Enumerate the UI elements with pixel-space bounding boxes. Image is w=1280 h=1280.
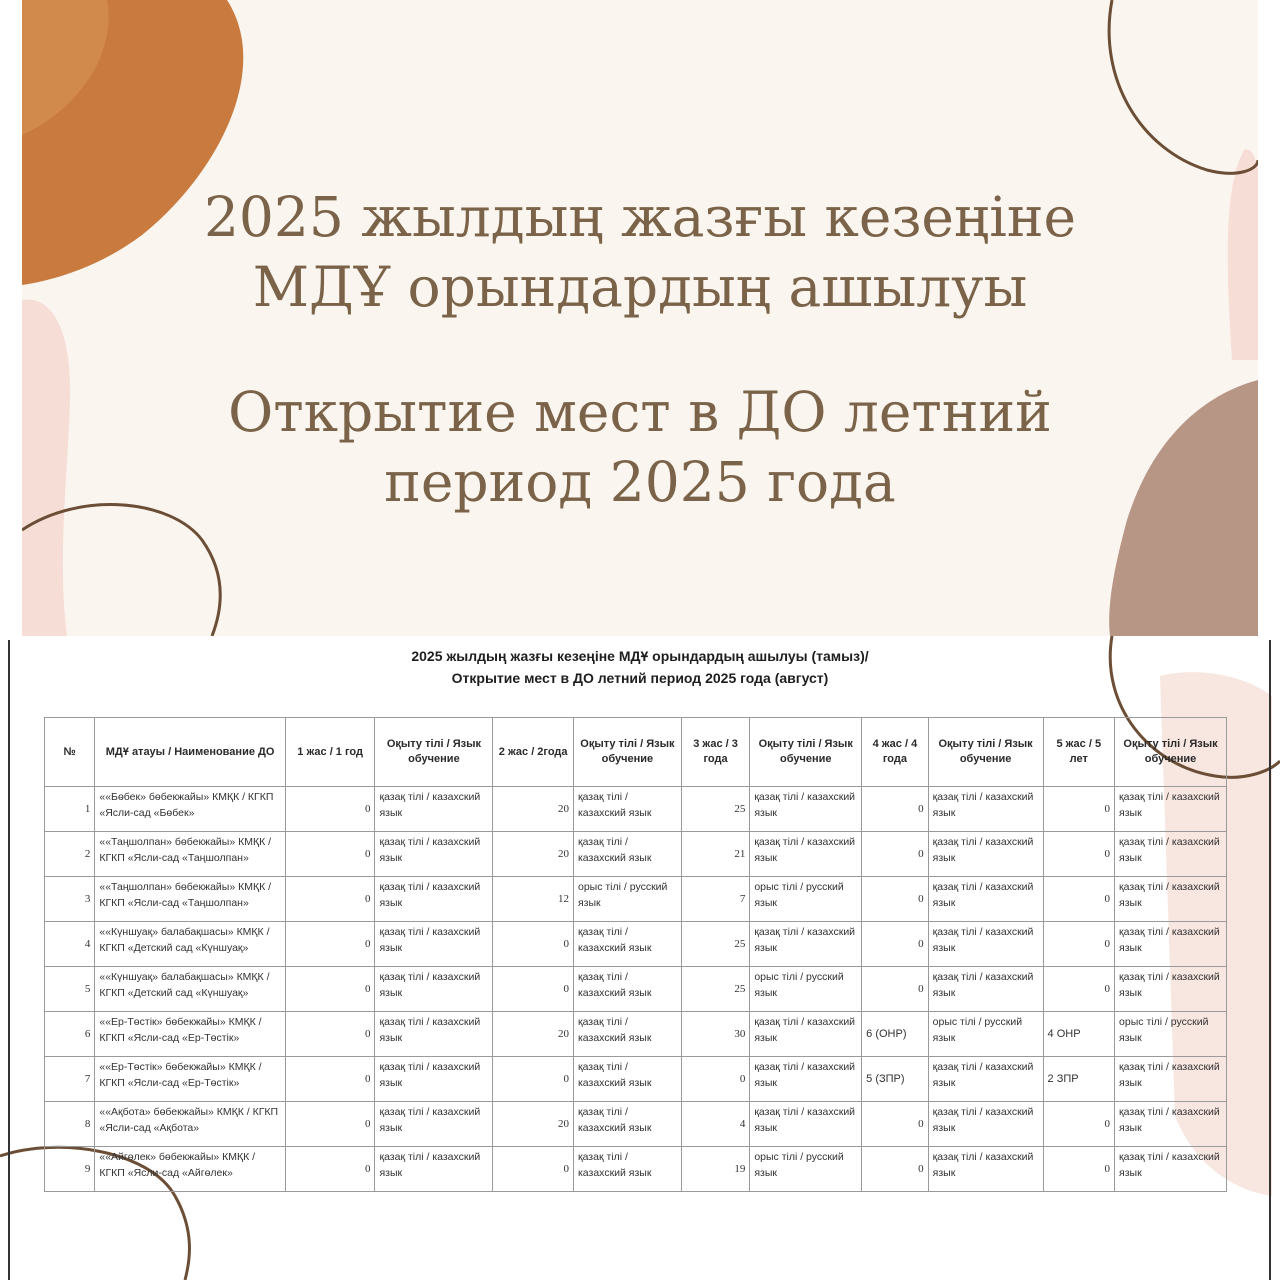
- table-row: [45, 1012, 1227, 1057]
- header-age-2: 2 жас / 2года: [493, 718, 574, 787]
- row-language-age-2: қазақ тілі / казахский язык: [573, 787, 681, 832]
- row-language-age-5: қазақ тілі / казахский язык: [1115, 967, 1227, 1012]
- row-language-age-4: орыс тілі / русский язык: [928, 1012, 1043, 1057]
- header-language-2: Оқыту тілі / Язык обучение: [573, 718, 681, 787]
- row-places-age-4: 6 (ОНР): [862, 1012, 929, 1057]
- row-language-age-4: қазақ тілі / казахский язык: [928, 1057, 1043, 1102]
- row-places-age-2: 12: [493, 877, 574, 922]
- row-places-age-4: 0: [862, 787, 929, 832]
- row-language-age-1: қазақ тілі / казахский язык: [375, 1147, 493, 1192]
- header-language-5: Оқыту тілі / Язык обучение: [1115, 718, 1227, 787]
- row-language-age-4: қазақ тілі / казахский язык: [928, 922, 1043, 967]
- header-age-4: 4 жас / 4 года: [862, 718, 929, 787]
- row-places-age-2: 20: [493, 787, 574, 832]
- header-language-1: Оқыту тілі / Язык обучение: [375, 718, 493, 787]
- table-row: [45, 787, 1227, 832]
- row-language-age-1: қазақ тілі / казахский язык: [375, 1057, 493, 1102]
- row-number: 3: [45, 877, 95, 922]
- row-language-age-2: қазақ тілі / казахский язык: [573, 832, 681, 877]
- row-number: 4: [45, 922, 95, 967]
- header-language-3: Оқыту тілі / Язык обучение: [750, 718, 862, 787]
- row-places-age-5: 0: [1043, 787, 1115, 832]
- row-language-age-4: қазақ тілі / казахский язык: [928, 832, 1043, 877]
- row-language-age-2: қазақ тілі / казахский язык: [573, 1147, 681, 1192]
- table-row: [45, 1147, 1227, 1192]
- row-name: ««Ер-Төстік» бөбекжайы» КМҚК / КГКП «Ясли-сад «Ер-Төстік»: [95, 1057, 285, 1102]
- row-places-age-2: 0: [493, 1147, 574, 1192]
- row-places-age-1: 0: [285, 1057, 375, 1102]
- row-places-age-2: 0: [493, 922, 574, 967]
- row-language-age-2: орыс тілі / русский язык: [573, 877, 681, 922]
- row-places-age-3: 25: [681, 967, 750, 1012]
- row-places-age-3: 30: [681, 1012, 750, 1057]
- row-language-age-1: қазақ тілі / казахский язык: [375, 967, 493, 1012]
- row-language-age-1: қазақ тілі / казахский язык: [375, 877, 493, 922]
- row-places-age-3: 25: [681, 787, 750, 832]
- row-number: 6: [45, 1012, 95, 1057]
- row-language-age-3: қазақ тілі / казахский язык: [750, 1102, 862, 1147]
- row-number: 5: [45, 967, 95, 1012]
- row-language-age-2: қазақ тілі / казахский язык: [573, 1012, 681, 1057]
- row-language-age-5: қазақ тілі / казахский язык: [1115, 1102, 1227, 1147]
- row-name: ««Күншуақ» балабақшасы» КМҚК / КГКП «Детский сад «Күншуақ»: [95, 922, 285, 967]
- row-language-age-1: қазақ тілі / казахский язык: [375, 1012, 493, 1057]
- row-places-age-5: 0: [1043, 877, 1115, 922]
- row-name: ««Таңшолпан» бөбекжайы» КМҚК / КГКП «Ясли-сад «Таңшолпан»: [95, 832, 285, 877]
- row-number: 7: [45, 1057, 95, 1102]
- row-places-age-3: 21: [681, 832, 750, 877]
- row-language-age-2: қазақ тілі / казахский язык: [573, 1057, 681, 1102]
- row-language-age-3: қазақ тілі / казахский язык: [750, 922, 862, 967]
- row-name: ««Айгөлек» бөбекжайы» КМҚК / КГКП «Ясли-сад «Айгөлек»: [95, 1147, 285, 1192]
- row-places-age-1: 0: [285, 1102, 375, 1147]
- row-places-age-4: 0: [862, 1102, 929, 1147]
- row-places-age-4: 0: [862, 832, 929, 877]
- row-places-age-5: 0: [1043, 1147, 1115, 1192]
- table-row: [45, 967, 1227, 1012]
- row-language-age-3: орыс тілі / русский язык: [750, 877, 862, 922]
- row-number: 8: [45, 1102, 95, 1147]
- row-language-age-5: қазақ тілі / казахский язык: [1115, 832, 1227, 877]
- row-places-age-5: 0: [1043, 1102, 1115, 1147]
- row-places-age-5: 2 ЗПР: [1043, 1057, 1115, 1102]
- row-places-age-4: 0: [862, 1147, 929, 1192]
- row-language-age-2: қазақ тілі / казахский язык: [573, 967, 681, 1012]
- row-language-age-3: орыс тілі / русский язык: [750, 967, 862, 1012]
- row-places-age-2: 0: [493, 967, 574, 1012]
- row-places-age-5: 0: [1043, 967, 1115, 1012]
- row-language-age-5: орыс тілі / русский язык: [1115, 1012, 1227, 1057]
- row-places-age-3: 4: [681, 1102, 750, 1147]
- row-places-age-1: 0: [285, 1147, 375, 1192]
- places-table: [44, 717, 1227, 1192]
- row-language-age-5: қазақ тілі / казахский язык: [1115, 877, 1227, 922]
- row-places-age-2: 0: [493, 1057, 574, 1102]
- row-number: 2: [45, 832, 95, 877]
- row-name: ««Ер-Төстік» бөбекжайы» КМҚК / КГКП «Ясли-сад «Ер-Төстік»: [95, 1012, 285, 1057]
- row-language-age-3: қазақ тілі / казахский язык: [750, 787, 862, 832]
- header-language-4: Оқыту тілі / Язык обучение: [928, 718, 1043, 787]
- banner-title-ru-line2: период 2025 года: [384, 450, 896, 514]
- table-title-line2: Открытие мест в ДО летний период 2025 года (август): [451, 670, 829, 686]
- banner-title-kz-line1: 2025 жылдың жазғы кезеңіне: [203, 185, 1077, 249]
- row-language-age-1: қазақ тілі / казахский язык: [375, 922, 493, 967]
- row-places-age-3: 19: [681, 1147, 750, 1192]
- table-sheet: [0, 636, 1280, 1280]
- row-language-age-1: қазақ тілі / казахский язык: [375, 787, 493, 832]
- row-places-age-5: 0: [1043, 832, 1115, 877]
- row-places-age-5: 0: [1043, 922, 1115, 967]
- row-places-age-1: 0: [285, 1012, 375, 1057]
- row-number: 1: [45, 787, 95, 832]
- row-places-age-4: 0: [862, 967, 929, 1012]
- row-places-age-4: 0: [862, 877, 929, 922]
- banner-title-kz-line2: МДҰ орындардың ашылуы: [252, 255, 1028, 319]
- row-language-age-2: қазақ тілі / казахский язык: [573, 1102, 681, 1147]
- table-row: [45, 1057, 1227, 1102]
- row-places-age-2: 20: [493, 1012, 574, 1057]
- row-places-age-1: 0: [285, 922, 375, 967]
- row-language-age-2: қазақ тілі / казахский язык: [573, 922, 681, 967]
- row-language-age-3: қазақ тілі / казахский язык: [750, 1057, 862, 1102]
- table-body: [45, 787, 1227, 1192]
- row-places-age-2: 20: [493, 832, 574, 877]
- row-places-age-3: 25: [681, 922, 750, 967]
- row-language-age-5: қазақ тілі / казахский язык: [1115, 787, 1227, 832]
- row-places-age-3: 0: [681, 1057, 750, 1102]
- row-name: ««Ақбота» бөбекжайы» КМҚК / КГКП «Ясли-сад «Ақбота»: [95, 1102, 285, 1147]
- table-header-row: [45, 718, 1227, 787]
- row-language-age-1: қазақ тілі / казахский язык: [375, 832, 493, 877]
- header-age-5: 5 жас / 5 лет: [1043, 718, 1115, 787]
- row-language-age-3: қазақ тілі / казахский язык: [750, 832, 862, 877]
- row-places-age-4: 0: [862, 922, 929, 967]
- row-places-age-4: 5 (ЗПР): [862, 1057, 929, 1102]
- row-language-age-4: қазақ тілі / казахский язык: [928, 877, 1043, 922]
- row-name: ««Бөбек» бөбекжайы» КМҚК / КГКП «Ясли-сад «Бөбек»: [95, 787, 285, 832]
- row-name: ««Таңшолпан» бөбекжайы» КМҚК / КГКП «Ясли-сад «Таңшолпан»: [95, 877, 285, 922]
- row-name: ««Күншуақ» балабақшасы» КМҚК / КГКП «Детский сад «Күншуақ»: [95, 967, 285, 1012]
- banner-title-ru-line1: Открытие мест в ДО летний: [228, 380, 1052, 444]
- row-places-age-1: 0: [285, 832, 375, 877]
- row-places-age-3: 7: [681, 877, 750, 922]
- row-language-age-3: орыс тілі / русский язык: [750, 1147, 862, 1192]
- row-places-age-1: 0: [285, 877, 375, 922]
- header-age-3: 3 жас / 3 года: [681, 718, 750, 787]
- banner-image: [22, 0, 1258, 636]
- row-language-age-5: қазақ тілі / казахский язык: [1115, 922, 1227, 967]
- header-age-1: 1 жас / 1 год: [285, 718, 375, 787]
- row-language-age-4: қазақ тілі / казахский язык: [928, 1102, 1043, 1147]
- header-name: МДҰ атауы / Наименование ДО: [95, 718, 285, 787]
- table-title-line1: 2025 жылдың жазғы кезеңіне МДҰ орындардың ашылуы (тамыз)/: [411, 648, 869, 664]
- row-language-age-4: қазақ тілі / казахский язык: [928, 967, 1043, 1012]
- table-row: [45, 922, 1227, 967]
- row-language-age-4: қазақ тілі / казахский язык: [928, 1147, 1043, 1192]
- row-places-age-1: 0: [285, 787, 375, 832]
- table-row: [45, 832, 1227, 877]
- header-number: №: [45, 718, 95, 787]
- row-language-age-3: қазақ тілі / казахский язык: [750, 1012, 862, 1057]
- row-places-age-2: 20: [493, 1102, 574, 1147]
- row-language-age-5: қазақ тілі / казахский язык: [1115, 1057, 1227, 1102]
- row-number: 9: [45, 1147, 95, 1192]
- table-row: [45, 877, 1227, 922]
- row-places-age-5: 4 ОНР: [1043, 1012, 1115, 1057]
- row-language-age-4: қазақ тілі / казахский язык: [928, 787, 1043, 832]
- row-language-age-1: қазақ тілі / казахский язык: [375, 1102, 493, 1147]
- row-language-age-5: қазақ тілі / казахский язык: [1115, 1147, 1227, 1192]
- table-row: [45, 1102, 1227, 1147]
- row-places-age-1: 0: [285, 967, 375, 1012]
